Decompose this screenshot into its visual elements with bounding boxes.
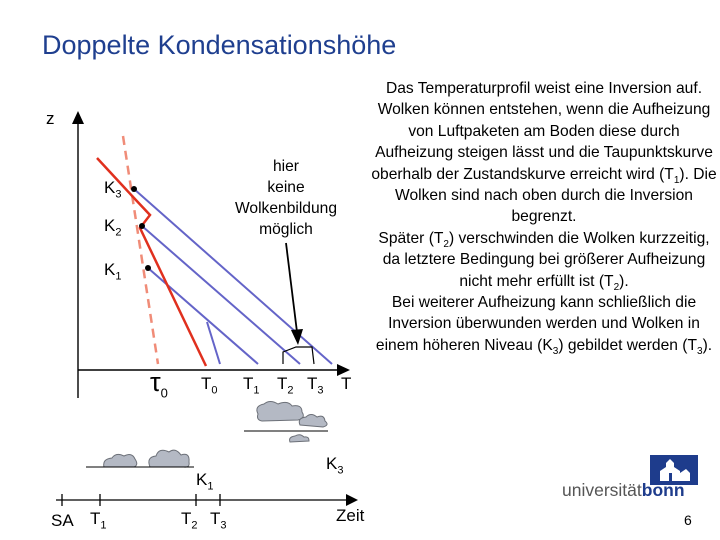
parcel-curve-k1: [148, 268, 258, 364]
k2-level-label: $K_2$: [104, 216, 122, 239]
note-line: hier: [272, 158, 299, 175]
t1-label: $T_1$: [243, 374, 260, 397]
no-cloud-note: [214, 156, 358, 240]
timeline-t3-label: $T_3$: [210, 509, 227, 532]
subscript: 2: [613, 281, 620, 293]
diagram-axes: [72, 111, 350, 401]
description-text: [370, 78, 718, 356]
timeline-t1-label: $T_1$: [90, 509, 107, 532]
note-line: Wolkenbildung: [234, 200, 337, 217]
k3-dot: [131, 186, 137, 192]
description-paragraph: Das Temperaturprofil weist eine Inversion auf.: [385, 80, 703, 97]
z-axis-label: z: [46, 109, 55, 128]
cloud-2: [149, 450, 189, 467]
timeline-axis: [56, 494, 348, 506]
t0-label: $T_0$: [201, 374, 218, 397]
parcel-curve-k2: [142, 226, 300, 364]
timeline-arrow: [346, 494, 358, 506]
note-line: möglich: [259, 221, 313, 238]
cloud-5: [290, 435, 309, 442]
dewpoint-curve: [123, 136, 158, 364]
k1-dot: [145, 265, 151, 271]
subscript: 2: [443, 238, 449, 250]
cloud-3: [257, 402, 303, 422]
k1-level-label: $K_1$: [104, 260, 122, 283]
z-axis-arrow: [72, 111, 84, 124]
subscript: 3: [697, 345, 703, 357]
page-number: 6: [684, 512, 692, 528]
timeline-k1-label: $K_1$: [196, 470, 214, 493]
clouds: [104, 402, 327, 468]
t3-label: $T_3$: [307, 374, 324, 397]
t-axis-label: T: [341, 374, 352, 393]
k2-dot: [139, 223, 145, 229]
page-title: Doppelte Kondensationshöhe: [42, 30, 397, 60]
tau0-label: $\tau_0$: [150, 367, 168, 401]
timeline-t2-label: $T_2$: [181, 509, 198, 532]
cloud-1: [104, 454, 137, 467]
description-paragraph: Bei weiterer Aufheizung kann schließlich die Inversion überwunden werden und Wolken in einem höheren Niveau $(K_3)$ gebildet werden $(T_3)$.: [375, 294, 713, 357]
note-line: keine: [267, 179, 305, 196]
timeline-k3-label: $K_3$: [326, 454, 344, 477]
description-paragraph: Wolken können entstehen, wenn die Aufheizung von Luftpaketen am Boden diese durch Aufheizung steigen lässt und die Taupunktskurve oberhalb der Zustandskurve erreicht wird $(T_1)$. Die Wolken sind nach oben durch die Inversion begrenzt.: [371, 101, 717, 226]
university-logo: [562, 455, 702, 503]
time-axis-label: Zeit: [336, 506, 365, 525]
k3-level-label: $K_3$: [104, 178, 122, 201]
note-arrow-line: [286, 243, 297, 332]
university-wordmark: universitätbonn: [562, 480, 685, 500]
sa-label: SA: [51, 511, 74, 530]
t2-label: $T_2$: [277, 374, 294, 397]
subscript: 3: [552, 345, 559, 357]
description-paragraph: Später $(T_2)$ verschwinden die Wolken kurzzeitig, da letztere Bedingung bei größerer Aufheizung nicht mehr erfüllt ist $(T_2)$.: [378, 229, 710, 293]
subscript: 1: [673, 174, 680, 186]
